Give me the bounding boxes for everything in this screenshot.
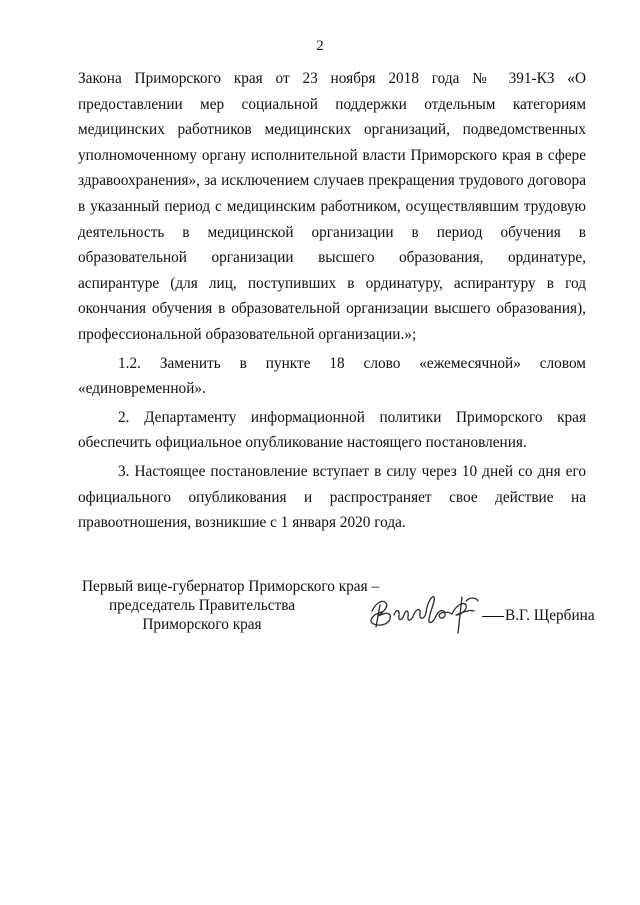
signature-block bbox=[0, 577, 640, 647]
signer-title-line-2: председатель Правительства bbox=[108, 597, 296, 614]
signer-name-text: В.Г. Щербина bbox=[505, 607, 595, 624]
document-body bbox=[78, 66, 586, 536]
page-number: 2 bbox=[316, 38, 324, 54]
signature-dash bbox=[482, 616, 504, 617]
signer-title-line-1: Первый вице-губернатор Приморского края – bbox=[82, 578, 380, 595]
paragraph-law-reference: Закона Приморского края от 23 ноября 2018 года № 391-КЗ «О предоставлении мер социальной поддержки отдельным категориям медицинских работников медицинских организаций, подведомственных уполномоченному органу исполнительной власти Приморского края в сфере здравоохранения», за исключением случаев прекращения трудового договора в указанный период с медицинским работником, осуществлявшим трудовую деятельность в медицинской организации в период обучения в образовательной организации высшего образования, ординатуре, аспирантуре (для лиц, поступивших в ординатуру, аспирантуру в год окончания обучения в образовательной организации высшего образования), профессиональной образовательной организации.»; bbox=[78, 70, 586, 343]
paragraph-item-3: 3. Настоящее постановление вступает в силу через 10 дней со дня его официального опубликования и распространяет свое действие на правоотношения, возникшие с 1 января 2020 года. bbox=[78, 462, 586, 532]
signer-title-line-3: Приморского края bbox=[142, 616, 262, 633]
paragraph-item-1-2: 1.2. Заменить в пункте 18 слово «ежемесячной» словом «единовременной». bbox=[78, 354, 586, 398]
paragraph-item-2: 2. Департаменту информационной политики Приморского края обеспечить официальное опубликование настоящего постановления. bbox=[78, 408, 586, 452]
handwritten-signature bbox=[366, 583, 496, 635]
signer-title bbox=[82, 577, 380, 634]
signer-name bbox=[482, 606, 595, 625]
